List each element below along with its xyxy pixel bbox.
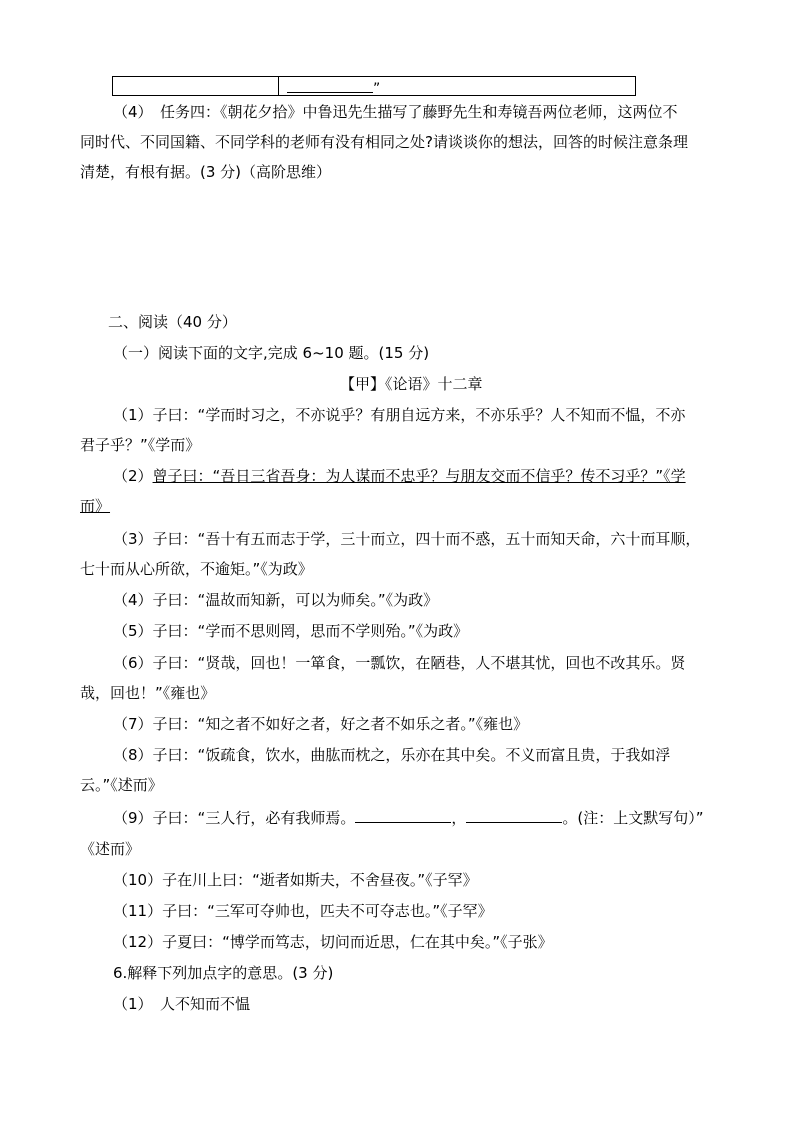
analects-item-10: （10）子在川上曰：“逝者如斯夫，不舍昼夜。”《子罕》 (113, 871, 478, 889)
q4-line-3: 清楚，有根有据。(3 分)（高阶思维） (80, 163, 332, 181)
analects-item-1-line-1: （1）子曰：“学而时习之，不亦说乎？有朋自远方来，不亦乐乎？人不知而不愠，不亦 (113, 406, 686, 424)
analects-item-5: （5）子曰：“学而不思则罔，思而不学则殆。”《为政》 (113, 622, 469, 640)
q4-line-1: （4） 任务四：《朝花夕拾》中鲁迅先生描写了藤野先生和寿镜吾两位老师，这两位不 (113, 103, 678, 121)
section-subheading: （一）阅读下面的文字,完成 6~10 题。(15 分) (113, 344, 430, 362)
table-cell-answer: ” (287, 78, 380, 97)
analects-item-4: （4）子曰：“温故而知新，可以为师矣。”《为政》 (113, 591, 439, 609)
underlined-quote: 曾子曰：“吾日三省吾身：为人谋而不忠乎？与朋友交而不信乎？传不习乎？”《学 (152, 467, 686, 485)
analects-item-8-line-1: （8）子曰：“饭疏食，饮水，曲肱而枕之，乐亦在其中矣。不义而富且贵，于我如浮 (113, 746, 671, 764)
analects-item-2-line-2: 而》 (80, 497, 111, 515)
analects-item-9-line-1: （9）子曰：“三人行，必有我师焉。 ， 。(注：上文默写句）” (113, 809, 704, 827)
analects-item-1-line-2: 君子乎？”《学而》 (80, 436, 201, 454)
passage-title: 【甲】《论语》十二章 (340, 375, 483, 393)
analects-item-3-line-2: 七十而从心所欲，不逾矩。”《为政》 (80, 560, 313, 578)
analects-item-2-line-1: （2）曾子曰：“吾日三省吾身：为人谋而不忠乎？与朋友交而不信乎？传不习乎？”《学 (113, 467, 686, 485)
q6-instruction: 6.解释下列加点字的意思。(3 分) (113, 964, 334, 982)
q6-subquestion-1: （1） 人不知而不愠 (113, 995, 251, 1013)
dictation-blank-2[interactable] (466, 808, 562, 823)
section-heading: 二、阅读（40 分） (108, 313, 237, 331)
analects-item-7: （7）子曰：“知之者不如好之者，好之者不如乐之者。”《雍也》 (113, 715, 529, 733)
fill-blank[interactable] (287, 78, 373, 93)
table-cell-divider (278, 77, 279, 95)
answer-table-row (112, 76, 636, 96)
dictation-blank-1[interactable] (355, 808, 451, 823)
analects-item-3-line-1: （3）子曰：“吾十有五而志于学，三十而立，四十而不惑，五十而知天命，六十而耳顺， (113, 530, 701, 548)
q4-line-2: 同时代、不同国籍、不同学科的老师有没有相同之处?请谈谈你的想法，回答的时候注意条理 (80, 133, 688, 151)
analects-item-6-line-1: （6）子曰：“贤哉，回也！一箪食，一瓢饮，在陋巷，人不堪其忧，回也不改其乐。贤 (113, 654, 686, 672)
analects-item-6-line-2: 哉，回也！”《雍也》 (80, 684, 216, 702)
analects-item-11: （11）子曰：“三军可夺帅也，匹夫不可夺志也。”《子罕》 (113, 902, 493, 920)
analects-item-12: （12）子夏曰：“博学而笃志，切问而近思，仁在其中矣。”《子张》 (113, 933, 553, 951)
analects-item-9-line-2: 《述而》 (80, 840, 141, 858)
analects-item-8-line-2: 云。”《述而》 (80, 776, 163, 794)
